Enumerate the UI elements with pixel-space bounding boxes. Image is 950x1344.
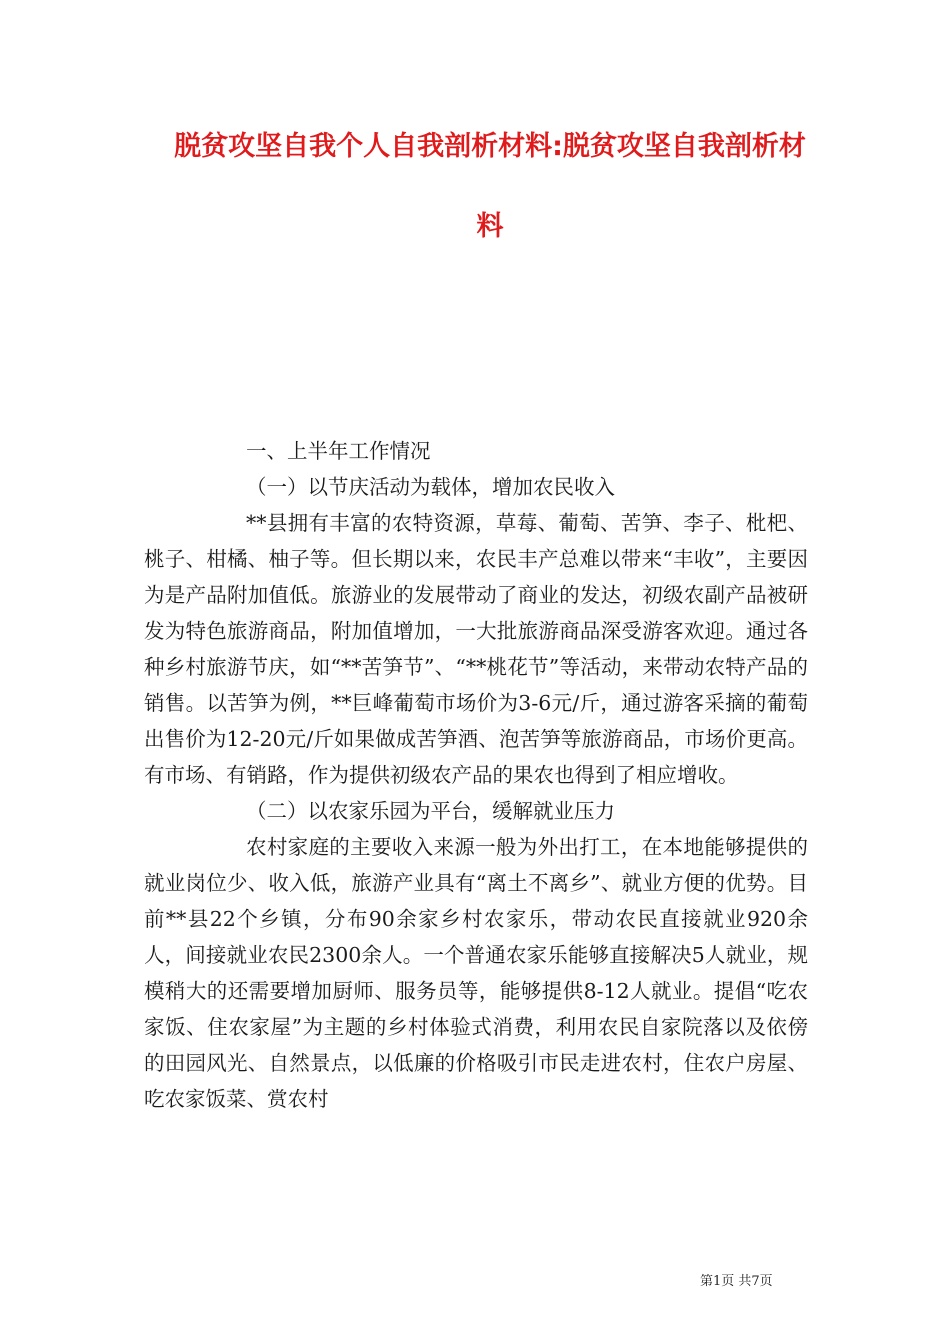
subsection-heading: （一）以节庆活动为载体，增加农民收入 (246, 475, 615, 499)
document-title-line-2: 料 (476, 211, 504, 242)
section-heading: 一、上半年工作情况 (246, 439, 431, 463)
document-body (144, 433, 808, 1117)
subsection-heading: （二）以农家乐园为平台，缓解就业压力 (246, 799, 615, 823)
page-number: 第1页 共7页 (700, 1274, 773, 1289)
body-paragraph: **县拥有丰富的农特资源，草莓、葡萄、苦笋、李子、枇杷、桃子、柑橘、柚子等。但长期以来，农民丰产总难以带来“丰收”，主要因为是产品附加值低。旅游业的发展带动了商业的发达，初级农副产品被研发为特色旅游商品，附加值增加，一大批旅游商品深受游客欢迎。通过各种乡村旅游节庆，如“**苦笋节”、“**桃花节”等活动，来带动农特产品的销售。以苦笋为例，**巨峰葡萄市场价为3-6元/斤，通过游客采摘的葡萄出售价为12-20元/斤如果做成苦笋酒、泡苦笋等旅游商品，市场价更高。有市场、有销路，作为提供初级农产品的果农也得到了相应增收。 (144, 511, 808, 787)
body-paragraph: 农村家庭的主要收入来源一般为外出打工，在本地能够提供的就业岗位少、收入低，旅游产业具有“离土不离乡”、就业方便的优势。目前**县22个乡镇，分布90余家乡村农家乐，带动农民直接就业920余人，间接就业农民2300余人。一个普通农家乐能够直接解决5人就业，规模稍大的还需要增加厨师、服务员等，能够提供8-12人就业。提倡“吃农家饭、住农家屋”为主题的乡村体验式消费，利用农民自家院落以及依傍的田园风光、自然景点，以低廉的价格吸引市民走进农村，住农户房屋、吃农家饭菜、赏农村 (144, 835, 808, 1111)
document-title-line-1: 脱贫攻坚自我个人自我剖析材料:脱贫攻坚自我剖析材 (174, 131, 806, 162)
